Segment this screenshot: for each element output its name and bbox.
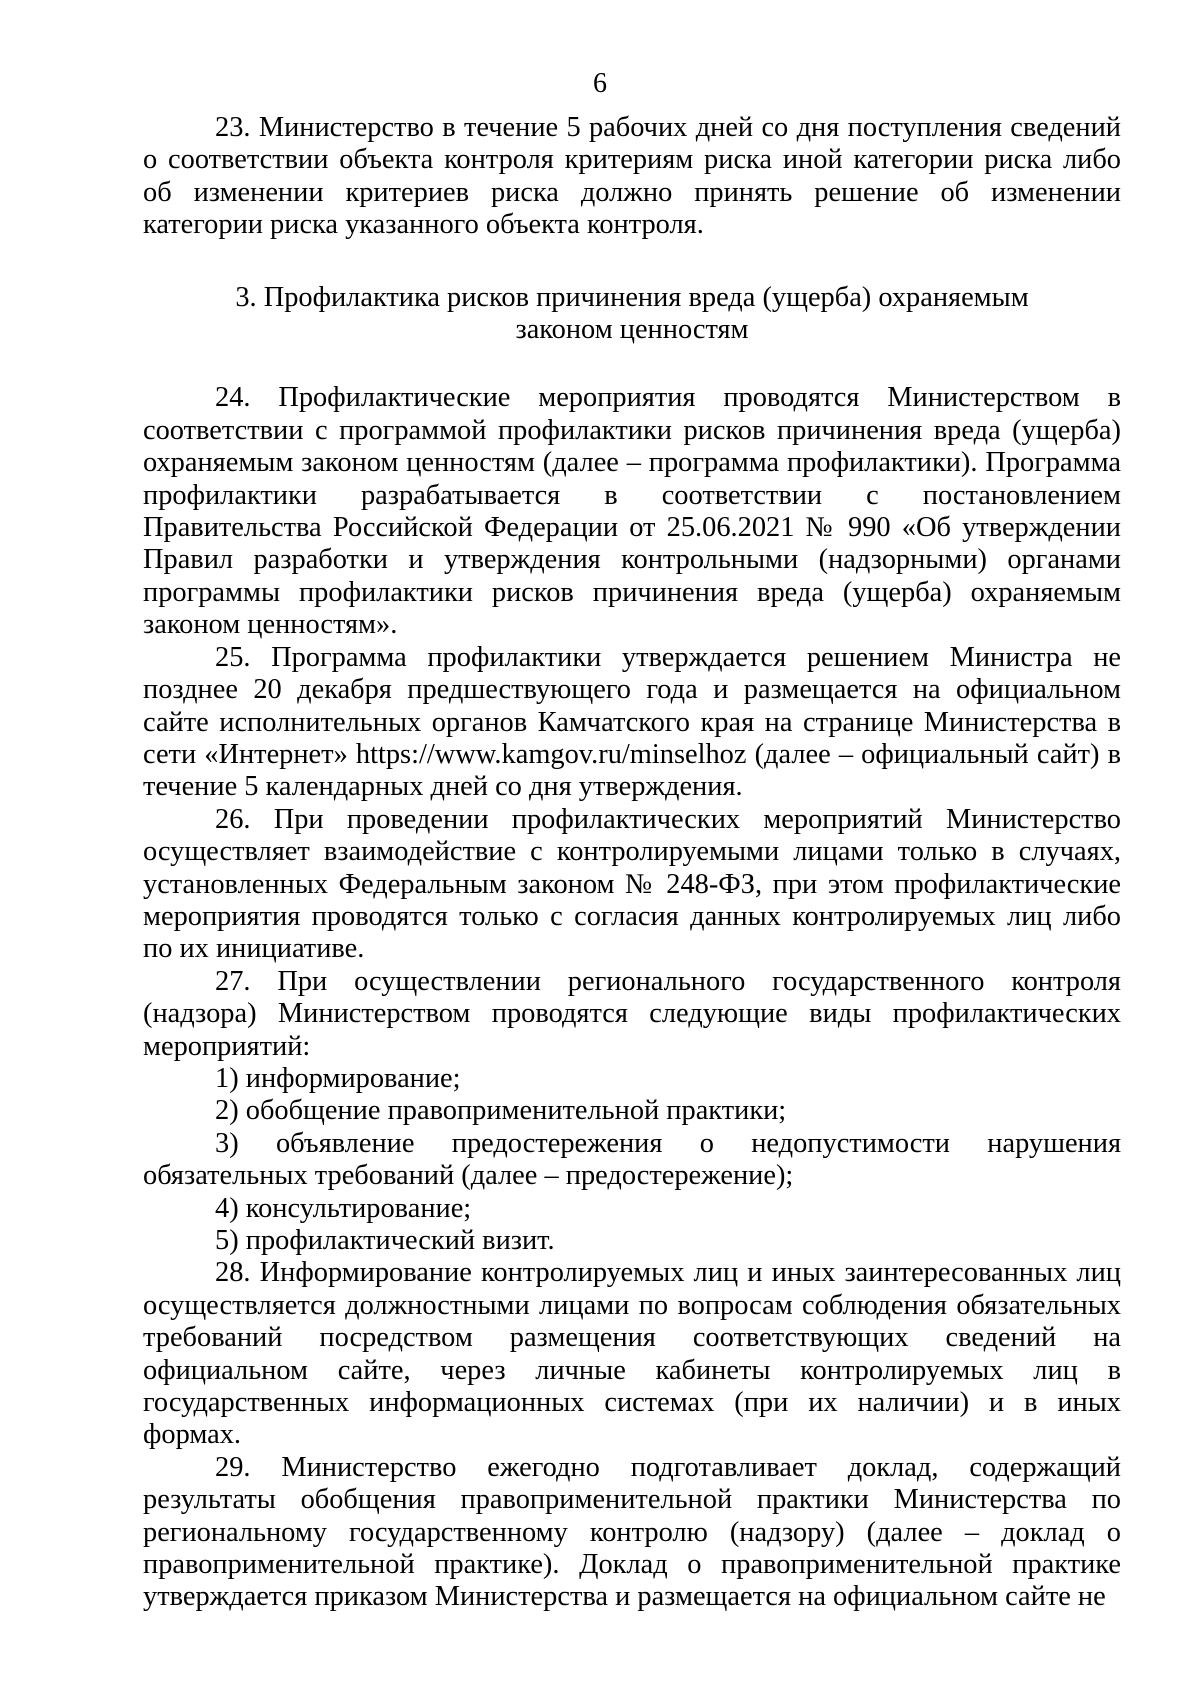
paragraph-23: 23. Министерство в течение 5 рабочих дней со дня поступления сведений о соответствии объекта контроля критериям риска иной категории риска либо об изменении критериев риска должно принять решение об изменении категории риска указанного объекта контроля. xyxy=(143,112,1121,241)
paragraph-25: 25. Программа профилактики утверждается решением Министра не позднее 20 декабря предшествующего года и размещается на официальном сайте исполнительных органов Камчатского края на странице Министерства в сети «Интернет» https://www.kamgov.ru/minselhoz (далее – официальный сайт) в течение 5 календарных дней со дня утверждения. xyxy=(143,641,1121,803)
paragraph-28: 28. Информирование контролируемых лиц и иных заинтересованных лиц осуществляется должностными лицами по вопросам соблюдения обязательных требований посредством размещения соответствующих сведений на официальном сайте, через личные кабинеты контролируемых лиц в государственных информационных системах (при их наличии) и в иных формах. xyxy=(143,1257,1121,1451)
page-number: 6 xyxy=(593,68,607,99)
list-item-generalization: 2) обобщение правоприменительной практики; xyxy=(215,1095,787,1127)
document-body xyxy=(143,112,1121,1614)
paragraph-26: 26. При проведении профилактических мероприятий Министерство осуществляет взаимодействие с контролируемыми лицами только в случаях, установленных Федеральным законом № 248-ФЗ, при этом профилактические мероприятия проводятся только с согласия данных контролируемых лиц либо по их инициативе. xyxy=(143,803,1121,965)
list-item-informing: 1) информирование; xyxy=(215,1062,461,1094)
list-item-warning: 3) объявление предостережения о недопустимости нарушения обязательных требований (далее – предостережение); xyxy=(143,1127,1121,1192)
list-item-consulting: 4) консультирование; xyxy=(215,1192,472,1224)
section-heading-line-2: законом ценностям xyxy=(515,314,749,346)
paragraph-29: 29. Министерство ежегодно подготавливает доклад, содержащий результаты обобщения правоприменительной практики Министерства по региональному государственному контролю (надзору) (далее – доклад о правоприменительной практике). Доклад о правоприменительной практике утверждается приказом Министерства и размещается на официальном сайте не xyxy=(143,1451,1121,1613)
section-heading-line-1: 3. Профилактика рисков причинения вреда (ущерба) охраняемым xyxy=(235,281,1029,313)
section-heading xyxy=(143,282,1121,347)
paragraph-24: 24. Профилактические мероприятия проводятся Министерством в соответствии с программой профилактики рисков причинения вреда (ущерба) охраняемым законом ценностям (далее – программа профилактики). Программа профилактики разрабатывается в соответствии с постановлением Правительства Российской Федерации от 25.06.2021 № 990 «Об утверждении Правил разработки и утверждения контрольными (надзорными) органами программы профилактики рисков причинения вреда (ущерба) охраняемым законом ценностям». xyxy=(143,382,1121,641)
list-item-visit: 5) профилактический визит. xyxy=(215,1225,555,1256)
paragraph-27: 27. При осуществлении регионального государственного контроля (надзора) Министерством проводятся следующие виды профилактических мероприятий: xyxy=(143,965,1121,1062)
